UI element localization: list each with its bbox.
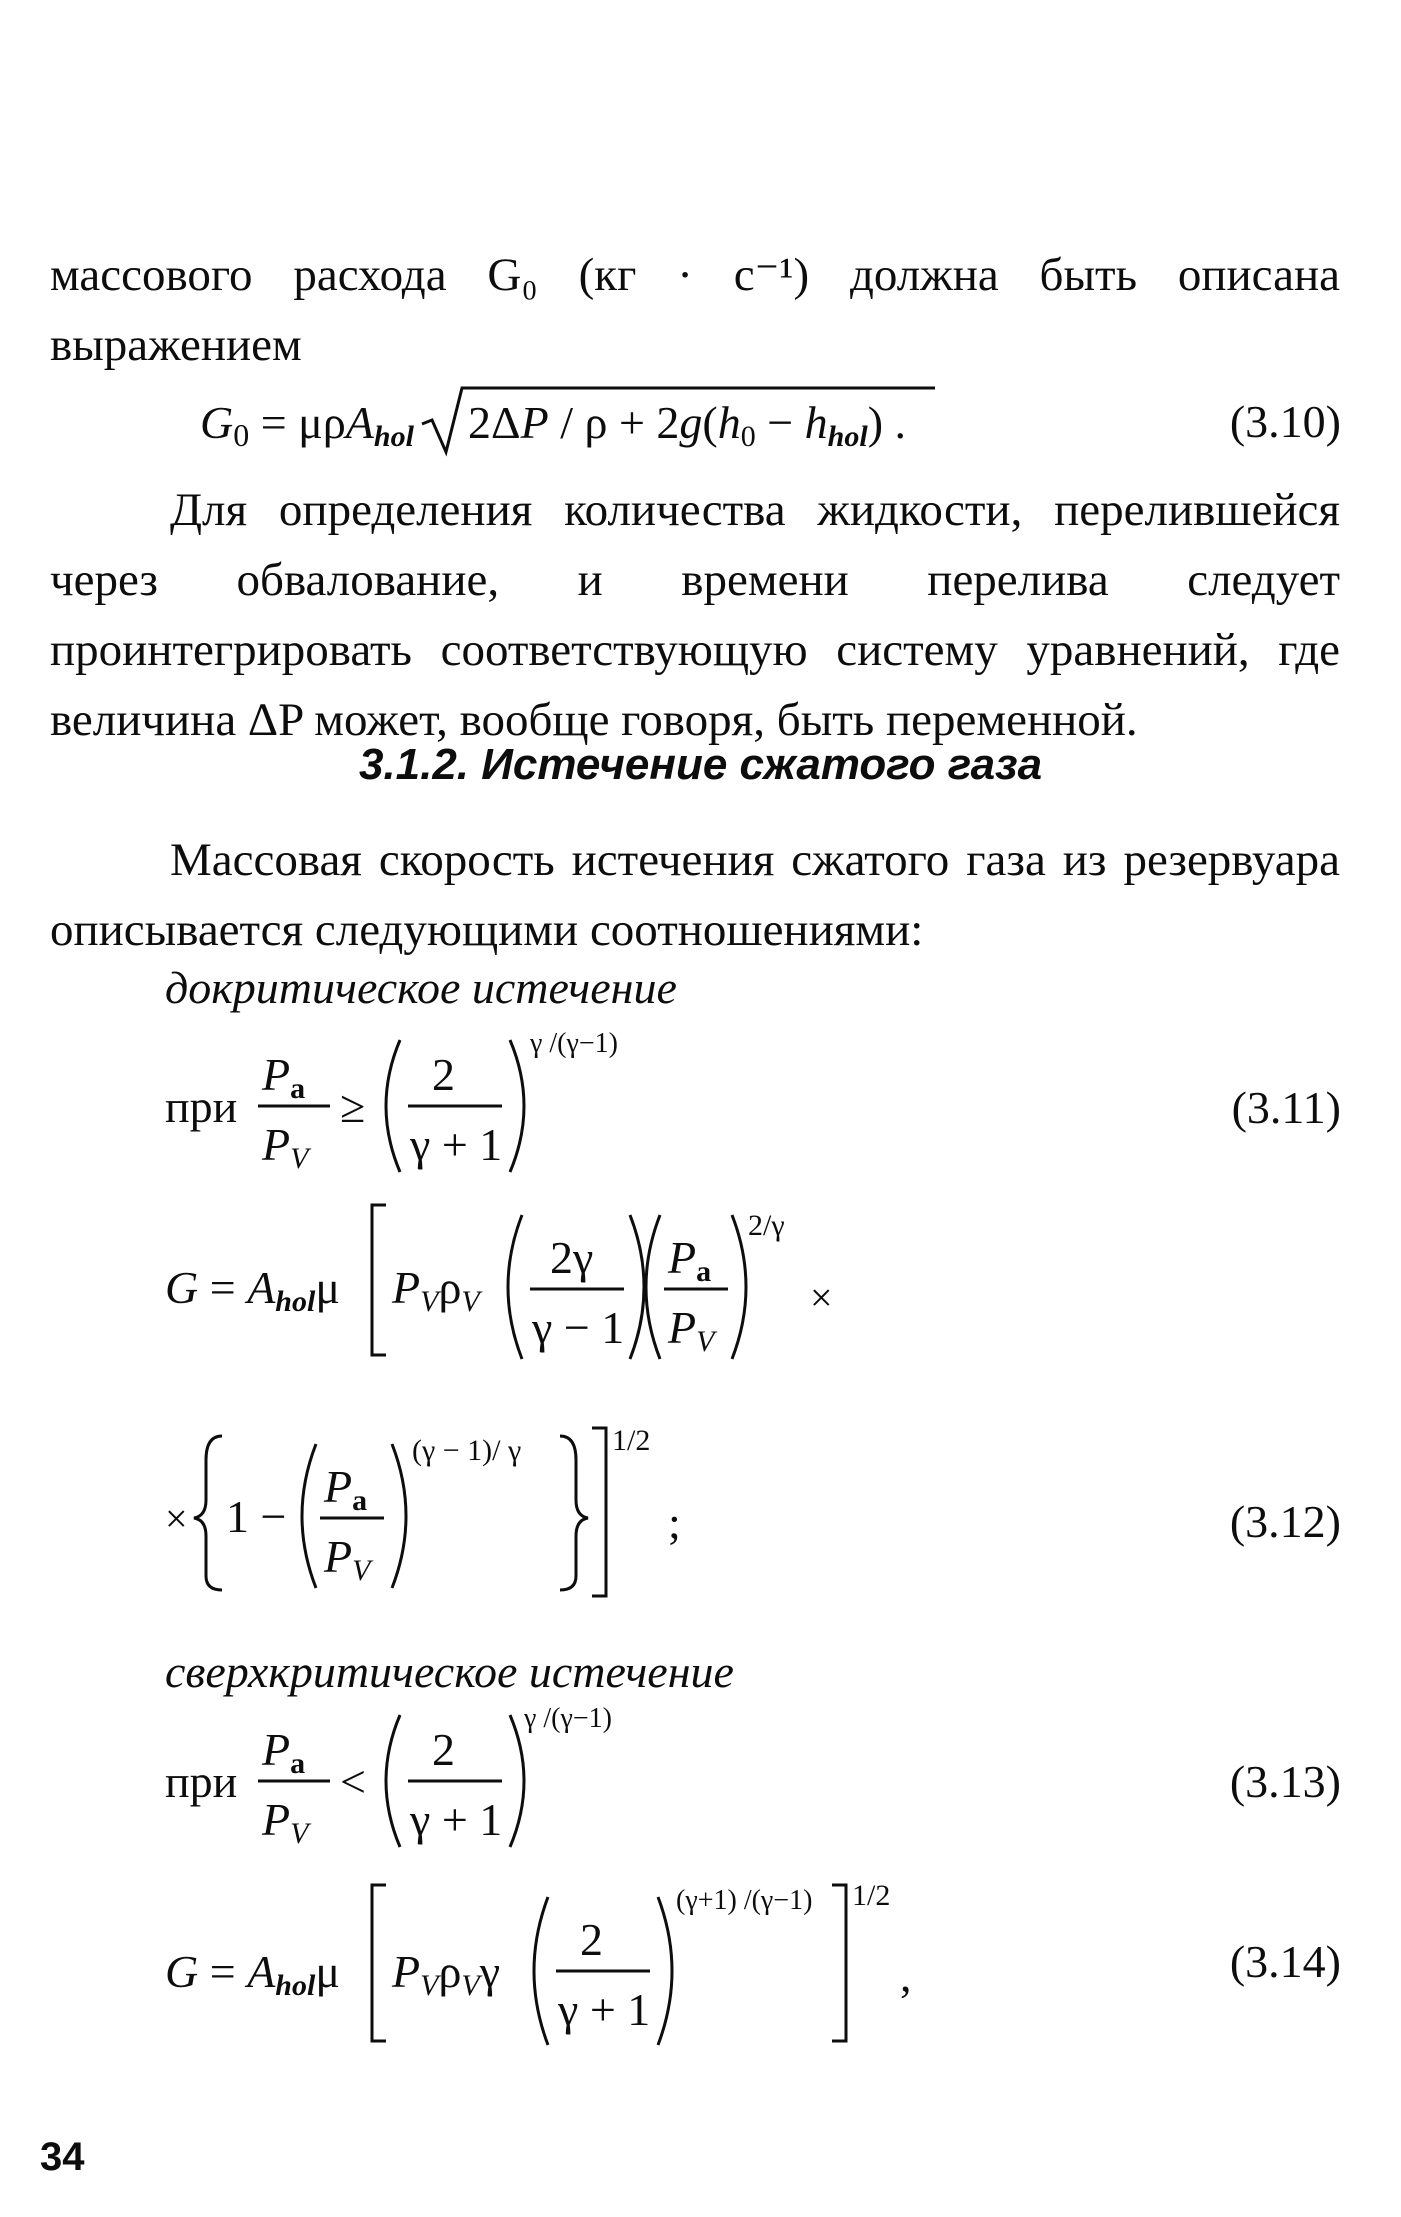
eq314-two: 2 — [580, 1914, 603, 1965]
eq312-two-gamma: 2γ — [550, 1232, 594, 1283]
eq310-number: (3.10) — [1229, 396, 1341, 447]
eq312-number: (3.12) — [1229, 1496, 1341, 1547]
eq311-number: (3.11) — [1231, 1082, 1341, 1133]
eq313-left-paren — [386, 1715, 400, 1847]
eq312-exponent-2: (γ − 1)/ γ — [412, 1434, 522, 1467]
eq312-paren-2-right — [732, 1215, 746, 1359]
eq314-comma: , — [900, 1950, 912, 2001]
eq313-lt: < — [340, 1756, 366, 1807]
eq314-number: (3.14) — [1229, 1936, 1341, 1987]
eq313-right-paren — [510, 1715, 524, 1847]
paragraph-gas-flow — [50, 825, 1340, 965]
eq310-radicand: 2ΔP / ρ + 2g(h0 − hhol) . — [468, 397, 907, 453]
equation-3-12-line2 — [0, 1420, 1401, 1600]
eq312-pv-rhov: PVρV — [392, 1262, 480, 1318]
eq313-pv: PV — [262, 1794, 309, 1850]
eq311-pri: при — [165, 1081, 238, 1132]
paragraph-overflow-text: Для определения количества жидкости, перелившейся через обвалование, и времени перелива следует проинтегрировать соответствующую систему уравнений, где величина ΔP может, вообще говоря, быть переменной. — [50, 484, 1340, 746]
eq310-formula: G0 = μρAhol — [200, 397, 414, 453]
eq312-pv-2: PV — [324, 1531, 371, 1587]
eq312-paren-1-right — [630, 1215, 644, 1359]
eq314-right-bracket — [832, 1885, 846, 2041]
eq312-exponent-1: 2/γ — [748, 1209, 785, 1242]
eq311-gamma-plus-1: γ + 1 — [410, 1119, 503, 1170]
eq312-left-brace — [194, 1436, 222, 1590]
eq312-gamma-minus-1: γ − 1 — [532, 1302, 625, 1353]
eq312-paren-3-left — [302, 1444, 316, 1588]
eq312-paren-2-left — [646, 1215, 660, 1359]
eq312-times-2: × — [165, 1496, 188, 1541]
eq311-left-paren — [386, 1040, 400, 1172]
eq312-pa: Pa — [668, 1232, 712, 1288]
eq311-right-paren — [510, 1040, 524, 1172]
equation-3-14 — [0, 1875, 1401, 2050]
eq311-two: 2 — [432, 1049, 455, 1100]
subheading-subcritical: докритическое истечение — [165, 962, 677, 1013]
subheading-supercritical: сверхкритическое истечение — [165, 1646, 734, 1697]
eq311-geq: ≥ — [340, 1081, 366, 1132]
eq314-left-paren — [534, 1897, 548, 2045]
eq314-gamma-plus-1: γ + 1 — [558, 1984, 651, 2035]
eq311-pv: PV — [262, 1119, 309, 1175]
eq312-right-bracket — [592, 1428, 606, 1596]
eq312-times-1: × — [810, 1275, 833, 1320]
eq314-right-paren — [658, 1897, 672, 2045]
eq314-left-bracket — [372, 1885, 386, 2041]
eq312-right-brace — [560, 1436, 588, 1590]
equation-3-12-line1 — [0, 1195, 1401, 1365]
section-heading: 3.1.2. Истечение сжатого газа — [358, 740, 1043, 789]
paragraph-mass-flow-text: массового расхода G₀ (кг · с⁻¹) должна быть описана выражением — [50, 249, 1340, 371]
eq313-pri: при — [165, 1756, 238, 1807]
equation-3-13 — [0, 1705, 1401, 1855]
eq312-lhs: G = Aholμ — [165, 1262, 340, 1318]
eq314-pv-rhov-gamma: PVρVγ — [392, 1946, 501, 2002]
eq314-lhs: G = Aholμ — [165, 1946, 340, 2002]
paragraph-mass-flow — [50, 240, 1340, 380]
eq312-pv: PV — [668, 1302, 715, 1358]
page-number: 34 — [40, 2135, 85, 2179]
eq313-pa: Pa — [262, 1724, 306, 1780]
eq312-one-minus: 1 − — [226, 1491, 287, 1542]
eq314-outer-exponent: 1/2 — [852, 1879, 891, 1912]
eq313-two: 2 — [432, 1724, 455, 1775]
eq313-number: (3.13) — [1229, 1756, 1341, 1807]
paragraph-gas-flow-text: Массовая скорость истечения сжатого газа из резервуара описывается следующими соотношениями: — [50, 834, 1340, 956]
equation-3-10 — [0, 380, 1401, 460]
eq312-pa-2: Pa — [324, 1461, 368, 1517]
eq311-pa: Pa — [262, 1049, 306, 1105]
eq311-exponent: γ /(γ−1) — [530, 1028, 618, 1059]
eq313-exponent: γ /(γ−1) — [524, 1703, 612, 1734]
equation-3-11 — [0, 1030, 1401, 1180]
eq312-semicolon: ; — [668, 1497, 681, 1548]
eq312-paren-3-right — [392, 1444, 406, 1588]
eq312-paren-1-left — [508, 1215, 522, 1359]
paragraph-overflow — [50, 475, 1340, 755]
eq313-gamma-plus-1: γ + 1 — [410, 1794, 503, 1845]
eq312-exponent-3: 1/2 — [612, 1424, 651, 1457]
eq314-exponent: (γ+1) /(γ−1) — [676, 1885, 813, 1916]
eq312-left-bracket — [372, 1205, 386, 1355]
